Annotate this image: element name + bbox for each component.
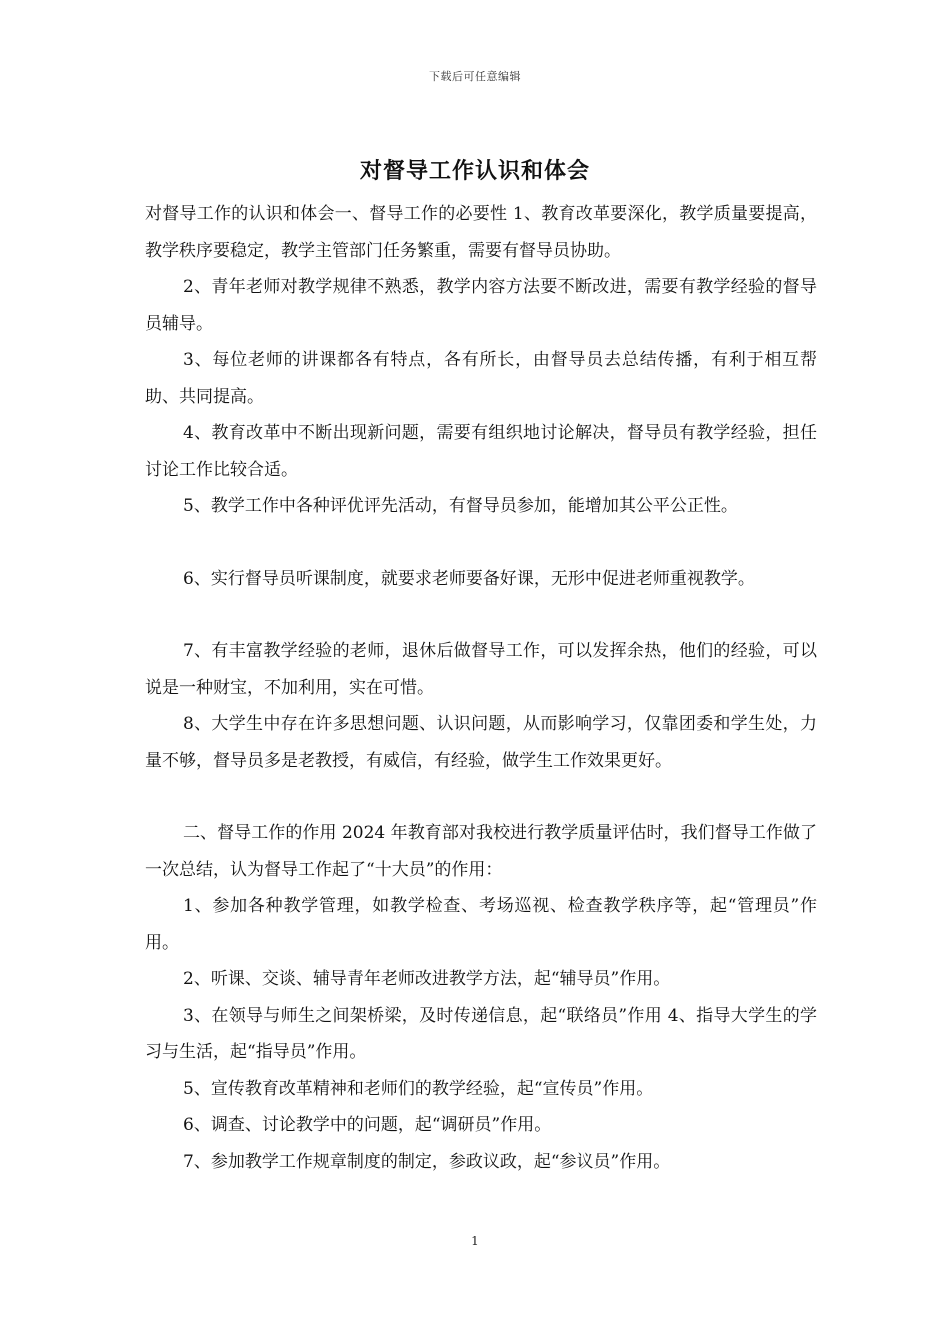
role-item-7: 7、参加教学工作规章制度的制定，参政议政，起“参议员”作用。 — [183, 1151, 671, 1172]
role-item-6: 6、调查、讨论教学中的问题，起“调研员”作用。 — [183, 1115, 552, 1135]
role-item-2: 2、听课、交谈、辅导青年老师改进教学方法，起“辅导员”作用。 — [183, 969, 671, 989]
role-item-3-4: 3、在领导与师生之间架桥梁，及时传递信息，起“联络员”作用 4、指导大学生的学习与生活，起“指导员”作用。 — [145, 1005, 817, 1062]
paragraph-item-2: 2、青年老师对教学规律不熟悉，教学内容方法要不断改进，需要有教学经验的督导员辅导。 — [145, 277, 817, 334]
paragraph-item-6: 6、实行督导员听课制度，就要求老师要备好课，无形中促进老师重视教学。 — [183, 568, 755, 589]
paragraph-item-8: 8、大学生中存在许多思想问题、认识问题，从而影响学习，仅靠团委和学生处，力量不够，督导员多是老教授，有威信，有经验，做学生工作效果更好。 — [145, 714, 817, 771]
header-note: 下载后可任意编辑 — [429, 70, 521, 83]
document-body — [145, 196, 817, 1180]
paragraph-item-7: 7、有丰富教学经验的老师，退休后做督导工作，可以发挥余热，他们的经验，可以说是一种财宝，不加利用，实在可惜。 — [145, 641, 817, 698]
paragraph-item-3: 3、每位老师的讲课都各有特点，各有所长，由督导员去总结传播，有利于相互帮助、共同提高。 — [145, 350, 817, 407]
paragraph-item-4: 4、教育改革中不断出现新问题，需要有组织地讨论解决，督导员有教学经验，担任讨论工作比较合适。 — [145, 423, 817, 480]
role-item-1: 1、参加各种教学管理，如教学检查、考场巡视、检查教学秩序等，起“管理员”作用。 — [145, 896, 817, 953]
section-two-heading-paragraph: 二、督导工作的作用 2024 年教育部对我校进行教学质量评估时，我们督导工作做了一次总结，认为督导工作起了“十大员”的作用： — [145, 823, 817, 880]
paragraph-intro: 对督导工作的认识和体会一、督导工作的必要性 1、教育改革要深化，教学质量要提高，教学秩序要稳定，教学主管部门任务繁重，需要有督导员协助。 — [145, 204, 817, 261]
paragraph-item-5: 5、教学工作中各种评优评先活动，有督导员参加，能增加其公平公正性。 — [183, 496, 738, 516]
document-title: 对督导工作认识和体会 — [359, 158, 590, 184]
page-number: 1 — [471, 1234, 479, 1248]
role-item-5: 5、宣传教育改革精神和老师们的教学经验，起“宣传员”作用。 — [183, 1078, 654, 1099]
